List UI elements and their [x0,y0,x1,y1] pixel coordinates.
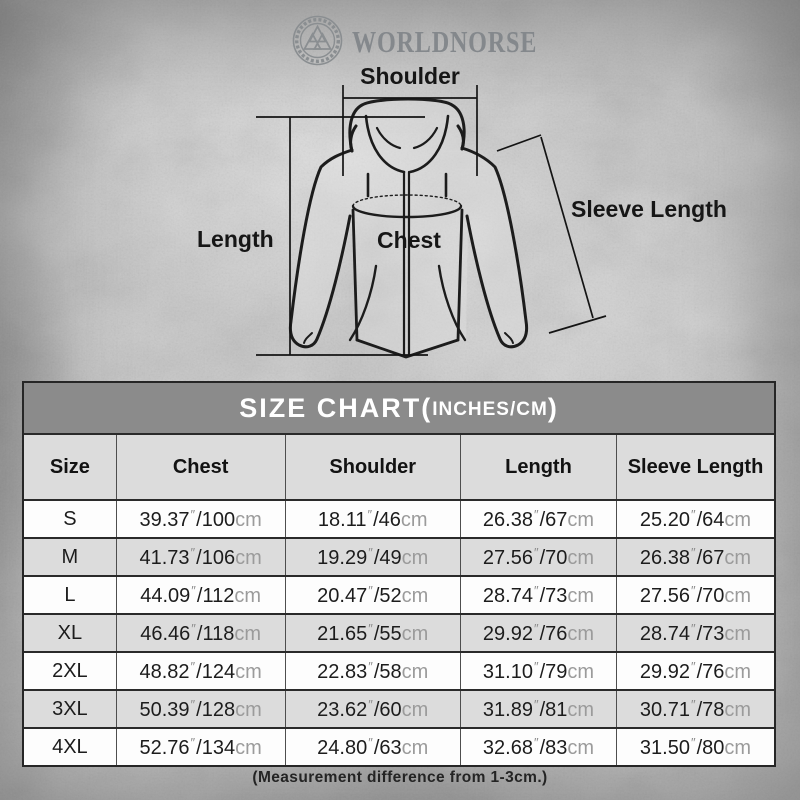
cm-label: cm [567,736,595,759]
cm-label: cm [724,584,752,607]
size-cell: 4XL [24,728,116,765]
inches-value: 31.89 [482,698,533,721]
cm-label: cm [235,698,262,721]
col-header-length: Length [461,434,617,500]
separator: / [373,698,380,721]
length-label: Length [197,226,274,252]
separator: / [696,546,703,569]
cm-label: cm [567,660,595,683]
cm-label: cm [234,584,262,607]
cm-label: cm [401,584,429,607]
cm-value: 67 [545,508,568,531]
inches-value: 27.56 [482,546,533,569]
inches-value: 30.71 [639,698,690,721]
col-header-size: Size [24,434,116,500]
cm-label: cm [235,508,262,531]
chest-cell [116,728,285,765]
table-row-xl [24,614,774,652]
cm-label: cm [567,508,595,531]
inch-mark: ″ [190,506,196,522]
separator: / [696,698,703,721]
inch-mark: ″ [190,734,196,750]
inches-value: 19.29 [317,546,368,569]
separator: / [373,508,379,531]
sleeve-cell [616,728,774,765]
inches-value: 44.09 [140,584,191,607]
inches-value: 41.73 [139,546,190,569]
inch-mark: ″ [690,734,696,750]
inch-mark: ″ [533,506,539,522]
chest-label: Chest [377,227,441,253]
header-row [24,434,774,500]
cm-value: 70 [702,584,725,607]
size-chart-table [22,381,776,767]
inch-mark: ″ [690,544,696,560]
length-cell [461,576,617,614]
inches-value: 29.92 [482,622,533,645]
inches-value: 46.46 [140,622,191,645]
separator: / [696,584,703,607]
separator: / [539,584,546,607]
chest-cell [116,614,285,652]
inches-value: 28.74 [639,622,690,645]
sleeve-cell [616,690,774,728]
cm-label: cm [401,698,429,721]
cm-value: 46 [378,508,401,531]
size-cell: S [24,500,116,538]
cm-value: 58 [379,660,402,683]
cm-label: cm [724,622,752,645]
table-row-2xl [24,652,774,690]
chest-cell [116,500,285,538]
sleeve-cell [616,538,774,576]
shoulder-cell [285,652,461,690]
cm-value: 128 [201,698,236,721]
separator: / [373,736,380,759]
inches-value: 23.62 [317,698,368,721]
separator: / [373,622,380,645]
cm-label: cm [567,546,595,569]
col-header-sleeve-length: Sleeve Length [616,434,774,500]
cm-label: cm [567,698,595,721]
inch-mark: ″ [190,658,196,674]
shoulder-cell [285,576,461,614]
cm-value: 124 [201,660,236,683]
col-header-shoulder: Shoulder [285,434,461,500]
col-header-chest: Chest [116,434,285,500]
inches-value: 25.20 [639,508,690,531]
inch-mark: ″ [533,582,539,598]
size-chart-title-band [24,383,774,433]
cm-value: 73 [545,584,568,607]
cm-label: cm [724,698,752,721]
table-row-4xl [24,728,774,765]
table-row-3xl [24,690,774,728]
inches-value: 31.10 [482,660,533,683]
size-cell: 2XL [24,652,116,690]
title-units: INCHES/CM [432,398,548,420]
separator: / [196,622,203,645]
cm-value: 79 [545,660,568,683]
inches-value: 29.92 [639,660,690,683]
sleeve-cell [616,614,774,652]
length-cell [461,614,617,652]
shoulder-cell [285,614,461,652]
inch-mark: ″ [533,620,539,636]
inch-mark: ″ [690,506,696,522]
shoulder-cell [285,500,461,538]
shoulder-cell [285,728,461,765]
cm-label: cm [401,546,429,569]
title-suffix: ) [547,392,559,423]
cm-label: cm [724,660,752,683]
sleeve-cell [616,652,774,690]
chest-cell [116,538,285,576]
inch-mark: ″ [533,734,539,750]
length-cell [461,690,617,728]
separator: / [696,622,703,645]
inch-mark: ″ [190,544,196,560]
shoulder-cell [285,538,461,576]
cm-value: 70 [545,546,568,569]
inch-mark: ″ [690,582,696,598]
cm-value: 76 [545,622,568,645]
size-cell: M [24,538,116,576]
cm-label: cm [401,622,429,645]
cm-label: cm [234,622,262,645]
inches-value: 28.74 [482,584,533,607]
title-prefix: SIZE CHART( [239,392,433,423]
inch-mark: ″ [368,696,373,712]
table-row-m [24,538,774,576]
separator: / [539,698,546,721]
separator: / [196,736,202,759]
separator: / [196,508,202,531]
cm-value: 49 [379,546,402,569]
sleeve-cell [616,500,774,538]
inch-mark: ″ [190,696,196,712]
cm-value: 112 [202,584,235,607]
separator: / [196,698,202,721]
inches-value: 50.39 [139,698,190,721]
cm-value: 63 [379,736,402,759]
size-cell: 3XL [24,690,116,728]
table-row-s [24,500,774,538]
cm-value: 60 [379,698,402,721]
cm-label: cm [235,736,262,759]
cm-value: 67 [702,546,725,569]
length-cell [461,500,617,538]
cm-label: cm [401,736,429,759]
cm-label: cm [235,546,262,569]
length-cell [461,652,617,690]
cm-value: 81 [545,698,568,721]
sleeve-cell [616,576,774,614]
separator: / [196,546,202,569]
inches-value: 48.82 [139,660,190,683]
valknut-logo-icon [291,14,344,67]
inch-mark: ″ [533,544,539,560]
cm-value: 76 [702,660,725,683]
cm-value: 83 [545,736,568,759]
cm-value: 118 [202,622,235,645]
separator: / [696,660,703,683]
separator: / [539,736,546,759]
inches-value: 24.80 [317,736,368,759]
inch-mark: ″ [191,620,196,636]
inch-mark: ″ [533,696,539,712]
inches-value: 31.50 [639,736,690,759]
inches-value: 26.38 [639,546,690,569]
separator: / [539,546,546,569]
cm-label: cm [401,660,429,683]
separator: / [696,508,703,531]
cm-value: 100 [201,508,236,531]
separator: / [196,584,203,607]
table-row-l [24,576,774,614]
inch-mark: ″ [690,696,696,712]
inch-mark: ″ [690,658,696,674]
cm-value: 106 [201,546,236,569]
size-cell: XL [24,614,116,652]
cm-value: 64 [702,508,725,531]
inches-value: 52.76 [139,736,190,759]
inch-mark: ″ [368,734,373,750]
cm-label: cm [235,660,262,683]
cm-value: 73 [702,622,725,645]
separator: / [539,660,546,683]
cm-label: cm [567,622,595,645]
cm-value: 134 [201,736,236,759]
chest-cell [116,690,285,728]
length-cell [461,538,617,576]
separator: / [373,584,380,607]
chest-cell [116,652,285,690]
separator: / [196,660,202,683]
inches-value: 18.11 [317,508,367,531]
inches-value: 22.83 [317,660,368,683]
inches-value: 20.47 [317,584,368,607]
inch-mark: ″ [533,658,539,674]
inches-value: 21.65 [317,622,368,645]
brand-name: WORLDNORSE [352,24,538,59]
length-cell [461,728,617,765]
inch-mark: ″ [368,620,373,636]
shoulder-cell [285,690,461,728]
inches-value: 27.56 [639,584,690,607]
cm-label: cm [724,546,752,569]
cm-label: cm [724,508,752,531]
cm-value: 80 [702,736,725,759]
inch-mark: ″ [367,506,373,522]
separator: / [539,622,546,645]
cm-label: cm [400,508,428,531]
shoulder-label: Shoulder [360,63,460,89]
cm-value: 52 [379,584,402,607]
separator: / [373,660,380,683]
chest-cell [116,576,285,614]
inch-mark: ″ [191,582,196,598]
sleeve-length-label: Sleeve Length [571,196,727,222]
size-cell: L [24,576,116,614]
cm-label: cm [567,584,595,607]
inch-mark: ″ [368,582,373,598]
cm-value: 55 [379,622,402,645]
cm-label: cm [724,736,752,759]
inches-value: 32.68 [482,736,533,759]
separator: / [539,508,546,531]
cm-value: 78 [702,698,725,721]
inch-mark: ″ [368,544,373,560]
separator: / [696,736,703,759]
inches-value: 26.38 [482,508,533,531]
inches-value: 39.37 [139,508,190,531]
inch-mark: ″ [368,658,373,674]
measurement-footnote: (Measurement difference from 1-3cm.) [252,769,548,786]
inch-mark: ″ [690,620,696,636]
separator: / [373,546,380,569]
